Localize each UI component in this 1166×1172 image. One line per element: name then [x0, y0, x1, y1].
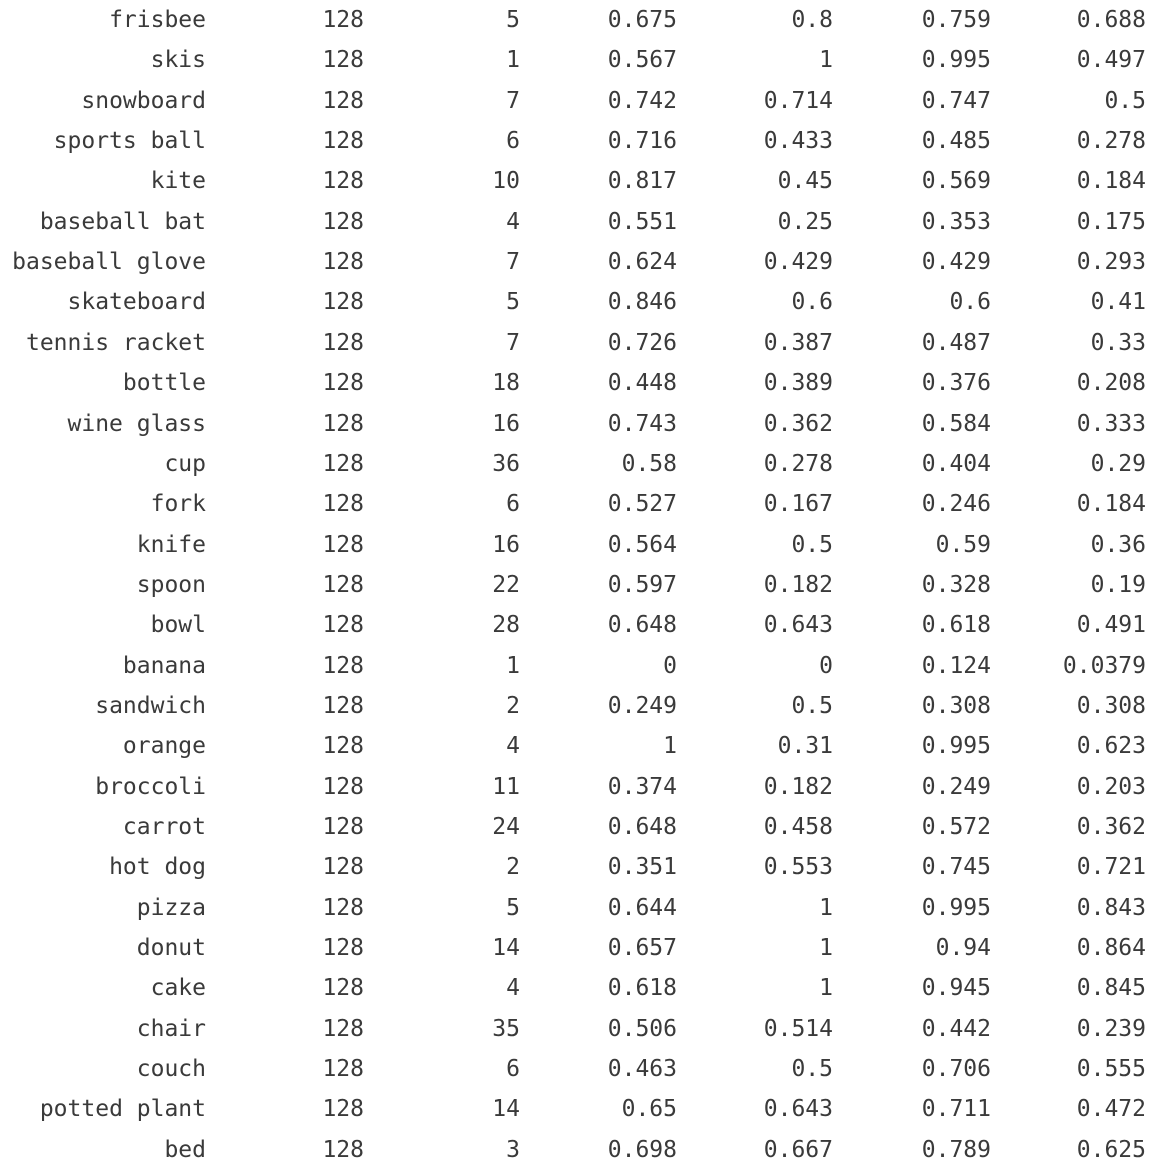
- precision-cell: 0.698: [607, 1136, 677, 1163]
- class-name-cell: sandwich: [95, 692, 206, 719]
- map50-95-cell: 0.19: [1090, 571, 1146, 598]
- images-cell: 128: [322, 894, 364, 921]
- map50-95-cell: 0.497: [1076, 47, 1146, 74]
- map50-95-cell: 0.0379: [1062, 652, 1146, 679]
- images-cell: 128: [322, 450, 364, 477]
- map50-cell: 0.572: [921, 814, 991, 840]
- images-cell: 128: [322, 370, 364, 397]
- recall-cell: 1: [819, 47, 833, 74]
- class-name-cell: tennis racket: [25, 329, 206, 356]
- instances-cell: 18: [492, 370, 520, 397]
- table-row: [0, 605, 1166, 645]
- instances-cell: 11: [492, 773, 520, 800]
- precision-cell: 0.742: [607, 87, 677, 114]
- class-name-cell: snowboard: [81, 87, 206, 114]
- recall-cell: 0.8: [791, 7, 833, 33]
- class-name-cell: bottle: [122, 370, 206, 397]
- precision-cell: 0.644: [607, 894, 677, 921]
- class-name-cell: baseball glove: [12, 249, 206, 276]
- map50-cell: 0.328: [921, 571, 991, 598]
- map50-cell: 0.995: [921, 733, 991, 760]
- recall-cell: 0: [819, 652, 833, 679]
- recall-cell: 0.31: [777, 733, 833, 760]
- table-row: [0, 888, 1166, 928]
- map50-cell: 0.995: [921, 894, 991, 921]
- recall-cell: 1: [819, 935, 833, 962]
- instances-cell: 5: [506, 289, 520, 316]
- map50-95-cell: 0.208: [1076, 370, 1146, 397]
- instances-cell: 5: [506, 7, 520, 33]
- precision-cell: 0.648: [607, 612, 677, 639]
- recall-cell: 0.387: [763, 329, 833, 356]
- instances-cell: 14: [492, 935, 520, 962]
- recall-cell: 0.553: [763, 854, 833, 881]
- table-row: [0, 202, 1166, 242]
- table-row: [0, 0, 1166, 40]
- images-cell: 128: [322, 168, 364, 195]
- map50-cell: 0.59: [935, 531, 991, 558]
- instances-cell: 6: [506, 128, 520, 155]
- map50-cell: 0.706: [921, 1056, 991, 1083]
- recall-cell: 0.362: [763, 410, 833, 437]
- class-name-cell: hot dog: [109, 854, 206, 881]
- precision-cell: 0.597: [607, 571, 677, 598]
- class-name-cell: chair: [136, 1015, 206, 1042]
- map50-95-cell: 0.29: [1090, 450, 1146, 477]
- map50-95-cell: 0.184: [1076, 491, 1146, 518]
- recall-cell: 0.429: [763, 249, 833, 276]
- table-row: [0, 767, 1166, 807]
- map50-cell: 0.747: [921, 87, 991, 114]
- images-cell: 128: [322, 854, 364, 881]
- class-name-cell: donut: [136, 935, 206, 962]
- instances-cell: 4: [506, 208, 520, 235]
- table-row: [0, 726, 1166, 766]
- table-row: [0, 444, 1166, 484]
- map50-95-cell: 0.472: [1076, 1096, 1146, 1123]
- precision-cell: 0.624: [607, 249, 677, 276]
- table-row: [0, 161, 1166, 201]
- instances-cell: 22: [492, 571, 520, 598]
- map50-cell: 0.584: [921, 410, 991, 437]
- instances-cell: 6: [506, 491, 520, 518]
- instances-cell: 7: [506, 249, 520, 276]
- map50-95-cell: 0.845: [1076, 975, 1146, 1002]
- map50-cell: 0.759: [921, 7, 991, 33]
- class-name-cell: skateboard: [67, 289, 206, 316]
- class-name-cell: potted plant: [39, 1096, 206, 1123]
- precision-cell: 0.726: [607, 329, 677, 356]
- instances-cell: 35: [492, 1015, 520, 1042]
- class-name-cell: broccoli: [95, 773, 206, 800]
- map50-95-cell: 0.293: [1076, 249, 1146, 276]
- map50-cell: 0.249: [921, 773, 991, 800]
- map50-cell: 0.353: [921, 208, 991, 235]
- class-name-cell: bowl: [150, 612, 206, 639]
- instances-cell: 1: [506, 47, 520, 74]
- map50-95-cell: 0.5: [1104, 87, 1146, 114]
- recall-cell: 0.182: [763, 571, 833, 598]
- images-cell: 128: [322, 733, 364, 760]
- map50-95-cell: 0.688: [1076, 7, 1146, 33]
- class-name-cell: skis: [150, 47, 206, 74]
- class-name-cell: carrot: [122, 814, 206, 840]
- map50-95-cell: 0.203: [1076, 773, 1146, 800]
- table-row: [0, 1130, 1166, 1170]
- class-name-cell: bed: [164, 1136, 206, 1163]
- map50-cell: 0.429: [921, 249, 991, 276]
- class-name-cell: banana: [122, 652, 206, 679]
- map50-95-cell: 0.239: [1076, 1015, 1146, 1042]
- map50-cell: 0.404: [921, 450, 991, 477]
- instances-cell: 2: [506, 854, 520, 881]
- class-name-cell: baseball bat: [39, 208, 206, 235]
- recall-cell: 0.514: [763, 1015, 833, 1042]
- map50-95-cell: 0.491: [1076, 612, 1146, 639]
- images-cell: 128: [322, 935, 364, 962]
- recall-cell: 1: [819, 894, 833, 921]
- map50-cell: 0.246: [921, 491, 991, 518]
- table-row: [0, 242, 1166, 282]
- precision-cell: 0.551: [607, 208, 677, 235]
- recall-cell: 0.182: [763, 773, 833, 800]
- precision-cell: 0.675: [607, 7, 677, 33]
- map50-95-cell: 0.278: [1076, 128, 1146, 155]
- recall-cell: 0.5: [791, 692, 833, 719]
- table-row: [0, 646, 1166, 686]
- precision-cell: 0.351: [607, 854, 677, 881]
- map50-cell: 0.6: [949, 289, 991, 316]
- precision-cell: 0.506: [607, 1015, 677, 1042]
- class-name-cell: wine glass: [67, 410, 206, 437]
- instances-cell: 1: [506, 652, 520, 679]
- images-cell: 128: [322, 410, 364, 437]
- table-row: [0, 968, 1166, 1008]
- map50-cell: 0.618: [921, 612, 991, 639]
- table-row: [0, 1009, 1166, 1049]
- instances-cell: 10: [492, 168, 520, 195]
- class-name-cell: cake: [150, 975, 206, 1002]
- images-cell: 128: [322, 491, 364, 518]
- images-cell: 128: [322, 1136, 364, 1163]
- table-row: [0, 404, 1166, 444]
- map50-cell: 0.442: [921, 1015, 991, 1042]
- table-row: [0, 1089, 1166, 1129]
- instances-cell: 14: [492, 1096, 520, 1123]
- class-name-cell: frisbee: [109, 7, 206, 33]
- table-row: [0, 81, 1166, 121]
- map50-cell: 0.945: [921, 975, 991, 1002]
- images-cell: 128: [322, 975, 364, 1002]
- instances-cell: 7: [506, 329, 520, 356]
- table-row: [0, 847, 1166, 887]
- precision-cell: 0.567: [607, 47, 677, 74]
- class-name-cell: kite: [150, 168, 206, 195]
- instances-cell: 28: [492, 612, 520, 639]
- table-row: [0, 363, 1166, 403]
- class-name-cell: cup: [164, 450, 206, 477]
- table-row: [0, 525, 1166, 565]
- precision-cell: 0.657: [607, 935, 677, 962]
- table-row: [0, 484, 1166, 524]
- instances-cell: 5: [506, 894, 520, 921]
- recall-cell: 0.278: [763, 450, 833, 477]
- class-name-cell: pizza: [136, 894, 206, 921]
- images-cell: 128: [322, 773, 364, 800]
- instances-cell: 6: [506, 1056, 520, 1083]
- recall-cell: 1: [819, 975, 833, 1002]
- map50-cell: 0.376: [921, 370, 991, 397]
- map50-cell: 0.124: [921, 652, 991, 679]
- table-row: [0, 40, 1166, 80]
- precision-cell: 0.527: [607, 491, 677, 518]
- images-cell: 128: [322, 814, 364, 840]
- recall-cell: 0.643: [763, 1096, 833, 1123]
- map50-95-cell: 0.41: [1090, 289, 1146, 316]
- recall-cell: 0.5: [791, 531, 833, 558]
- class-name-cell: sports ball: [53, 128, 206, 155]
- images-cell: 128: [322, 249, 364, 276]
- table-row: [0, 323, 1166, 363]
- precision-cell: 0.249: [607, 692, 677, 719]
- map50-95-cell: 0.308: [1076, 692, 1146, 719]
- images-cell: 128: [322, 7, 364, 33]
- precision-cell: 0: [663, 652, 677, 679]
- images-cell: 128: [322, 47, 364, 74]
- map50-cell: 0.745: [921, 854, 991, 881]
- precision-cell: 0.564: [607, 531, 677, 558]
- recall-cell: 0.643: [763, 612, 833, 639]
- images-cell: 128: [322, 1056, 364, 1083]
- map50-95-cell: 0.843: [1076, 894, 1146, 921]
- recall-cell: 0.389: [763, 370, 833, 397]
- recall-cell: 0.433: [763, 128, 833, 155]
- images-cell: 128: [322, 1096, 364, 1123]
- instances-cell: 4: [506, 733, 520, 760]
- map50-cell: 0.94: [935, 935, 991, 962]
- instances-cell: 7: [506, 87, 520, 114]
- table-row: [0, 1049, 1166, 1089]
- map50-cell: 0.995: [921, 47, 991, 74]
- precision-cell: 0.743: [607, 410, 677, 437]
- precision-cell: 0.618: [607, 975, 677, 1002]
- images-cell: 128: [322, 612, 364, 639]
- class-name-cell: spoon: [136, 571, 206, 598]
- table-row: [0, 121, 1166, 161]
- recall-cell: 0.667: [763, 1136, 833, 1163]
- map50-95-cell: 0.33: [1090, 329, 1146, 356]
- precision-cell: 0.58: [621, 450, 677, 477]
- map50-cell: 0.711: [921, 1096, 991, 1123]
- table-row: [0, 807, 1166, 847]
- instances-cell: 4: [506, 975, 520, 1002]
- table-row: [0, 282, 1166, 322]
- recall-cell: 0.45: [777, 168, 833, 195]
- instances-cell: 16: [492, 531, 520, 558]
- instances-cell: 36: [492, 450, 520, 477]
- images-cell: 128: [322, 329, 364, 356]
- map50-95-cell: 0.36: [1090, 531, 1146, 558]
- instances-cell: 16: [492, 410, 520, 437]
- recall-cell: 0.5: [791, 1056, 833, 1083]
- recall-cell: 0.167: [763, 491, 833, 518]
- class-name-cell: fork: [150, 491, 206, 518]
- map50-95-cell: 0.362: [1076, 814, 1146, 840]
- images-cell: 128: [322, 289, 364, 316]
- images-cell: 128: [322, 208, 364, 235]
- map50-95-cell: 0.721: [1076, 854, 1146, 881]
- images-cell: 128: [322, 1015, 364, 1042]
- precision-cell: 0.448: [607, 370, 677, 397]
- map50-95-cell: 0.864: [1076, 935, 1146, 962]
- precision-cell: 0.846: [607, 289, 677, 316]
- map50-95-cell: 0.175: [1076, 208, 1146, 235]
- class-name-cell: orange: [122, 733, 206, 760]
- precision-cell: 0.374: [607, 773, 677, 800]
- precision-cell: 0.65: [621, 1096, 677, 1123]
- images-cell: 128: [322, 531, 364, 558]
- map50-95-cell: 0.555: [1076, 1056, 1146, 1083]
- table-row: [0, 565, 1166, 605]
- class-name-cell: couch: [136, 1056, 206, 1083]
- map50-cell: 0.487: [921, 329, 991, 356]
- map50-95-cell: 0.184: [1076, 168, 1146, 195]
- map50-cell: 0.569: [921, 168, 991, 195]
- recall-cell: 0.458: [763, 814, 833, 840]
- table-row: [0, 928, 1166, 968]
- recall-cell: 0.714: [763, 87, 833, 114]
- precision-cell: 1: [663, 733, 677, 760]
- recall-cell: 0.6: [791, 289, 833, 316]
- map50-cell: 0.789: [921, 1136, 991, 1163]
- precision-cell: 0.716: [607, 128, 677, 155]
- images-cell: 128: [322, 571, 364, 598]
- precision-cell: 0.463: [607, 1056, 677, 1083]
- map50-95-cell: 0.333: [1076, 410, 1146, 437]
- map50-95-cell: 0.623: [1076, 733, 1146, 760]
- images-cell: 128: [322, 652, 364, 679]
- table-row: [0, 686, 1166, 726]
- instances-cell: 2: [506, 692, 520, 719]
- precision-cell: 0.817: [607, 168, 677, 195]
- map50-cell: 0.485: [921, 128, 991, 155]
- precision-cell: 0.648: [607, 814, 677, 840]
- images-cell: 128: [322, 87, 364, 114]
- recall-cell: 0.25: [777, 208, 833, 235]
- images-cell: 128: [322, 128, 364, 155]
- map50-95-cell: 0.625: [1076, 1136, 1146, 1163]
- instances-cell: 24: [492, 814, 520, 840]
- images-cell: 128: [322, 692, 364, 719]
- map50-cell: 0.308: [921, 692, 991, 719]
- class-name-cell: knife: [136, 531, 206, 558]
- instances-cell: 3: [506, 1136, 520, 1163]
